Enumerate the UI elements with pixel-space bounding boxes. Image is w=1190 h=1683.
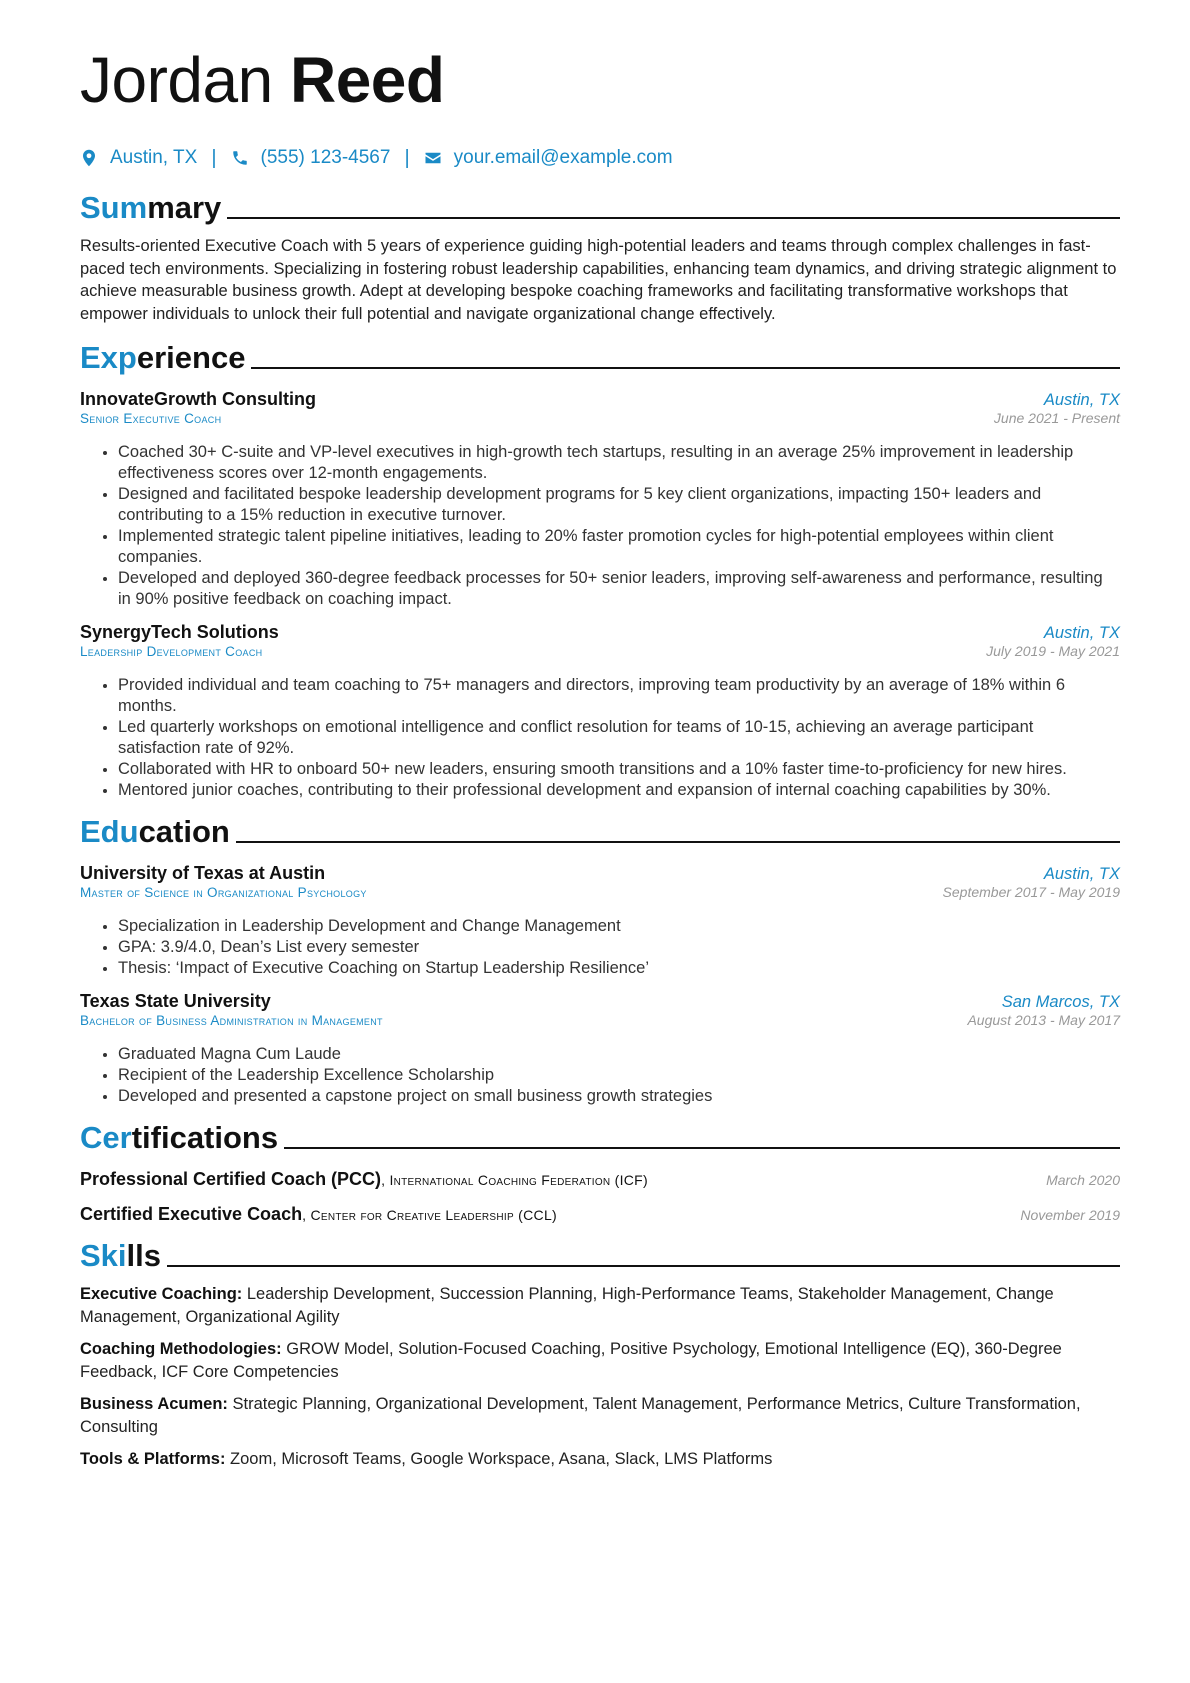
certification-entry	[80, 1169, 1120, 1190]
school-dates: September 2017 - May 2019	[942, 884, 1120, 900]
school-location: San Marcos, TX	[1001, 993, 1120, 1011]
degree: Bachelor of Business Administration in Management	[80, 1013, 383, 1028]
contact-separator: |	[404, 146, 410, 169]
job-location: Austin, TX	[1043, 391, 1120, 409]
list-item: • Implemented strategic talent pipeline initiatives, leading to 20% faster promotion cycles for high-potential employees within client companies.	[118, 526, 1120, 568]
section-title: Summary	[80, 190, 222, 225]
list-item: • Designed and facilitated bespoke leadership development programs for 5 key client organizations, impacting 150+ leaders and contributing to a 15% reduction in executive turnover.	[118, 484, 1120, 526]
skill-group	[80, 1393, 1120, 1438]
contact-location	[80, 147, 197, 169]
phone-text: (555) 123-4567	[260, 147, 391, 168]
job-entry	[80, 622, 1120, 801]
skill-values: GROW Model, Solution-Focused Coaching, Positive Psychology, Emotional Intelligence (EQ), 360-Degree Feedback, ICF Core Competencies	[80, 1340, 1062, 1381]
email-text: your.email@example.com	[453, 147, 673, 168]
list-item: • Mentored junior coaches, contributing to their professional development and expansion of internal coaching capabilities by 30%.	[118, 780, 1120, 801]
contact-bar	[80, 145, 1120, 171]
section-rule	[167, 1265, 1120, 1267]
list-item: • Collaborated with HR to onboard 50+ new leaders, ensuring smooth transitions and a 10% faster time-to-proficiency for new hires.	[118, 759, 1120, 780]
section-rule	[251, 367, 1120, 369]
first-name: Jordan	[80, 44, 273, 116]
map-pin-icon	[80, 149, 98, 167]
skill-label: Executive Coaching:	[80, 1285, 243, 1303]
company-name: InnovateGrowth Consulting	[80, 389, 316, 409]
certification-date: November 2019	[1020, 1207, 1120, 1223]
school-name: Texas State University	[80, 991, 271, 1011]
job-entry	[80, 389, 1120, 610]
experience-heading	[80, 339, 1120, 375]
school-location: Austin, TX	[1043, 865, 1120, 883]
candidate-name	[80, 40, 1120, 120]
education-entry	[80, 991, 1120, 1107]
list-item: • GPA: 3.9/4.0, Dean’s List every semester	[118, 937, 1120, 958]
skill-label: Tools & Platforms:	[80, 1450, 226, 1468]
list-item: • Developed and deployed 360-degree feedback processes for 50+ senior leaders, improving self-awareness and performance, resulting in 90% positive feedback on coaching impact.	[118, 568, 1120, 610]
job-bullets	[80, 442, 1120, 610]
skill-values: Strategic Planning, Organizational Development, Talent Management, Performance Metrics, Culture Transformation, Consulting	[80, 1395, 1081, 1436]
job-dates: June 2021 - Present	[993, 410, 1120, 426]
list-item: • Provided individual and team coaching to 75+ managers and directors, improving team productivity by an average of 18% within 6 months.	[118, 675, 1120, 717]
job-location: Austin, TX	[1043, 624, 1120, 642]
list-item: • Led quarterly workshops on emotional intelligence and conflict resolution for teams of 10-15, achieving an average participant satisfaction rate of 92%.	[118, 717, 1120, 759]
skill-group	[80, 1448, 1120, 1471]
school-dates: August 2013 - May 2017	[967, 1012, 1120, 1028]
resume-page	[80, 40, 1120, 1471]
skill-label: Business Acumen:	[80, 1395, 228, 1413]
section-title: Experience	[80, 340, 246, 375]
phone-icon	[231, 149, 249, 167]
skills-heading	[80, 1237, 1120, 1273]
list-item: • Specialization in Leadership Development and Change Management	[118, 916, 1120, 937]
skill-values: Zoom, Microsoft Teams, Google Workspace, Asana, Slack, LMS Platforms	[225, 1450, 773, 1468]
certifications-heading	[80, 1119, 1120, 1155]
job-dates: July 2019 - May 2021	[986, 643, 1120, 659]
education-heading	[80, 813, 1120, 849]
summary-heading	[80, 189, 1120, 225]
envelope-icon	[424, 149, 442, 167]
certification-issuer: , Center for Creative Leadership (CCL)	[302, 1207, 557, 1223]
contact-phone[interactable]	[231, 147, 391, 169]
job-bullets	[80, 675, 1120, 801]
summary-text: Results-oriented Executive Coach with 5 years of experience guiding high-potential leaders and teams through complex challenges in fast-paced tech environments. Specializing in fostering robust leadership capabilities, enhancing team dynamics, and driving strategic alignment to achieve measurable business growth. Adept at developing bespoke coaching frameworks and facilitating transformative workshops that empower individuals to unlock their full potential and navigate organizational change effectively.	[80, 237, 1117, 323]
location-text: Austin, TX	[110, 147, 198, 168]
list-item: • Recipient of the Leadership Excellence Scholarship	[118, 1065, 1120, 1086]
contact-separator: |	[211, 146, 217, 169]
education-entry	[80, 863, 1120, 979]
education-bullets	[80, 1044, 1120, 1107]
section-rule	[284, 1147, 1120, 1149]
certification-issuer: , International Coaching Federation (ICF)	[381, 1172, 648, 1188]
list-item: • Coached 30+ C-suite and VP-level executives in high-growth tech startups, resulting in an average 25% improvement in leadership effectiveness scores over 12-month engagements.	[118, 442, 1120, 484]
skill-values: Leadership Development, Succession Planning, High-Performance Teams, Stakeholder Management, Change Management, Organizational Agility	[80, 1285, 1054, 1326]
certification-date: March 2020	[1046, 1172, 1120, 1188]
company-name: SynergyTech Solutions	[80, 622, 279, 642]
certification-name: Certified Executive Coach	[80, 1204, 303, 1224]
list-item: • Developed and presented a capstone project on small business growth strategies	[118, 1086, 1120, 1107]
skill-label: Coaching Methodologies:	[80, 1340, 282, 1358]
section-title: Education	[80, 814, 230, 849]
job-role: Leadership Development Coach	[80, 644, 263, 659]
list-item: • Thesis: ‘Impact of Executive Coaching on Startup Leadership Resilience’	[118, 958, 1120, 979]
job-role: Senior Executive Coach	[80, 411, 222, 426]
section-title: Certifications	[80, 1120, 279, 1155]
list-item: • Graduated Magna Cum Laude	[118, 1044, 1120, 1065]
degree: Master of Science in Organizational Psychology	[80, 885, 367, 900]
school-name: University of Texas at Austin	[80, 863, 326, 883]
education-bullets	[80, 916, 1120, 979]
certification-entry	[80, 1204, 1120, 1225]
section-title: Skills	[80, 1238, 161, 1273]
section-rule	[236, 841, 1120, 843]
certification-name: Professional Certified Coach (PCC)	[80, 1169, 382, 1189]
contact-email[interactable]	[424, 147, 673, 169]
last-name: Reed	[289, 44, 445, 116]
section-rule	[227, 217, 1120, 219]
skill-group	[80, 1338, 1120, 1383]
skill-group	[80, 1283, 1120, 1328]
